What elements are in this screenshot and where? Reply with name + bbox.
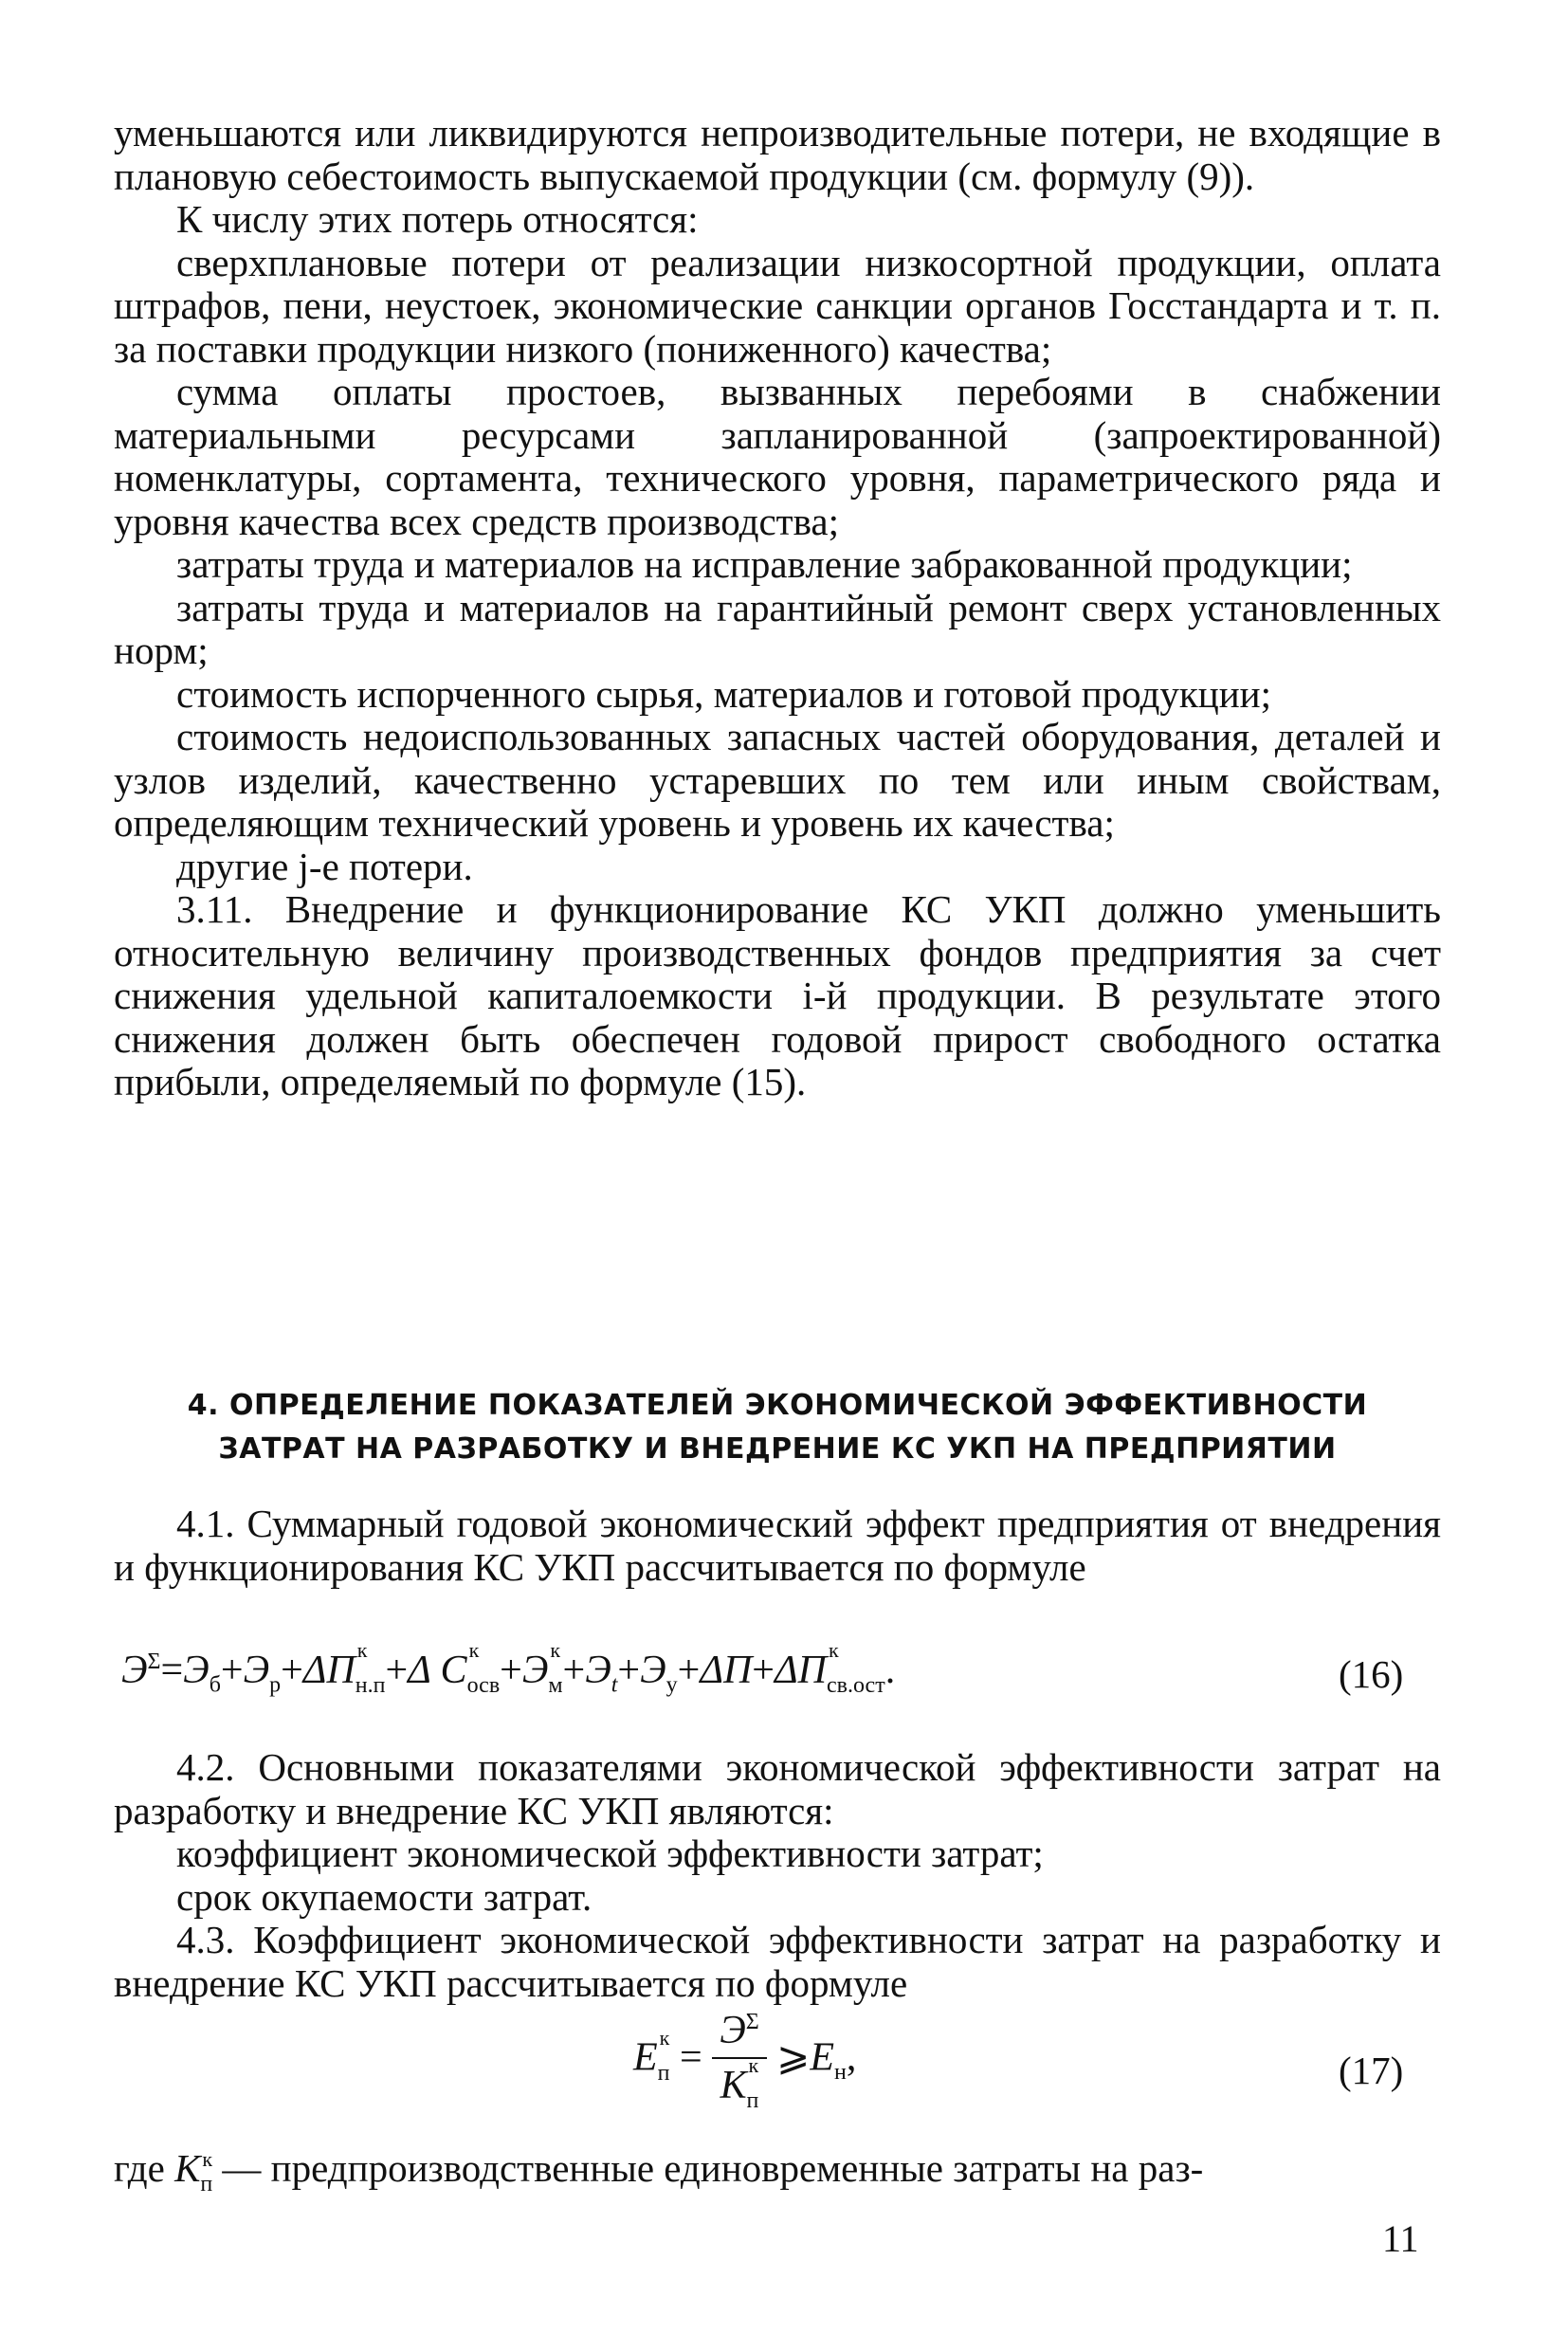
text-fragment: — предпроизводственные единовременные затраты на раз- xyxy=(222,2146,1204,2190)
fraction-numerator xyxy=(712,2008,766,2059)
formula-term: Э xyxy=(720,2009,746,2052)
formula-term: К xyxy=(720,2064,747,2107)
section-heading-line: ЗАТРАТ НА РАЗРАБОТКУ И ВНЕДРЕНИЕ КС УКП НА ПРЕДПРИЯТИИ xyxy=(218,1432,1337,1466)
formula-term: Э xyxy=(243,1649,270,1692)
formula-supsub xyxy=(200,2147,212,2207)
list-item: сверхплановые потери от реализации низкосортной продукции, оплата штрафов, пени, неустоек, экономические санкции органов Госстандарта и т. п. за поставки продукции низкого (пониженного) качества; xyxy=(114,240,1441,371)
formula-fraction xyxy=(712,2008,766,2114)
formula-sub: у xyxy=(665,1672,678,1698)
formula-term: E xyxy=(633,2035,658,2080)
formula-term: ΔП xyxy=(774,1649,827,1692)
section-heading xyxy=(114,1384,1441,1471)
equation-number-17: (17) xyxy=(1339,2049,1404,2092)
formula-supsub xyxy=(466,1638,501,1699)
formula-op: , xyxy=(846,2035,857,2080)
section-heading-line: 4. ОПРЕДЕЛЕНИЕ ПОКАЗАТЕЛЕЙ ЭКОНОМИЧЕСКОЙ ЭФФЕКТИВНОСТИ xyxy=(187,1389,1368,1422)
formula-op: = xyxy=(680,2035,702,2080)
fraction-denominator xyxy=(712,2053,766,2114)
formula-op: + xyxy=(385,1649,409,1692)
formula-term: E xyxy=(810,2035,835,2080)
formula-sup: к xyxy=(550,1638,561,1662)
text-block-4-2 xyxy=(114,1746,1441,2005)
formula-sub: п xyxy=(657,2060,670,2086)
formula-sub: св.ост xyxy=(826,1673,885,1698)
formula-16 xyxy=(121,1638,896,1699)
formula-sub: н xyxy=(834,2060,847,2086)
list-item: коэффициент экономической эффективности затрат; xyxy=(176,1832,1044,1875)
formula-term: ΔП xyxy=(700,1649,753,1692)
text-block-top xyxy=(114,112,1441,1104)
formula-sub: р xyxy=(269,1672,282,1698)
formula-sup: Σ xyxy=(745,2010,759,2034)
formula-op: . xyxy=(884,1649,896,1692)
equation-number-16: (16) xyxy=(1339,1652,1404,1696)
text-block-last xyxy=(114,2147,1441,2207)
paragraph: 4.3. Коэффициент экономической эффективности затрат на разработку и внедрение КС УКП рассчитывается по формуле xyxy=(114,1918,1441,2005)
formula-supsub xyxy=(355,1638,386,1699)
formula-sub: б xyxy=(209,1672,221,1698)
formula-term: К xyxy=(174,2146,201,2190)
formula-term: Э xyxy=(585,1649,611,1692)
formula-term: ΔП xyxy=(302,1649,356,1692)
formula-term: Δ С xyxy=(408,1649,467,1692)
formula-supsub xyxy=(548,1638,563,1699)
formula-term: Э xyxy=(183,1649,210,1692)
formula-term: Э xyxy=(521,1649,549,1692)
list-item: затраты труда и материалов на гарантийный ремонт сверх установленных норм; xyxy=(114,585,1441,672)
paragraph: К числу этих потерь относятся: xyxy=(176,197,699,241)
formula-sub: п xyxy=(746,2088,759,2113)
paragraph: 4.1. Суммарный годовой экономический эффект предприятия от внедрения и функционирования КС УКП рассчитывается по формуле xyxy=(114,1502,1441,1589)
paragraph: 3.11. Внедрение и функционирование КС УКП должно уменьшить относительную величину производственных фондов предприятия за счет снижения удельной капиталоемкости i-й продукции. В результате этого снижения должен быть обеспечен годовой прирост свободного остатка прибыли, определяемый по формуле (15). xyxy=(114,887,1441,1103)
formula-supsub xyxy=(657,2025,670,2087)
formula-supsub xyxy=(826,1638,885,1699)
formula-sup: к xyxy=(202,2147,213,2171)
formula-sup: к xyxy=(356,1638,368,1662)
list-item: стоимость испорченного сырья, материалов и готовой продукции; xyxy=(176,671,1271,716)
paragraph: 4.2. Основными показателями экономической эффективности затрат на разработку и внедрение КС УКП являются: xyxy=(114,1745,1441,1832)
formula-term: Э xyxy=(640,1649,666,1692)
formula-op: ⩾ xyxy=(776,2035,811,2080)
formula-op: + xyxy=(752,1649,775,1692)
formula-op: = xyxy=(160,1649,184,1692)
paragraph: уменьшаются или ликвидируются непроизводительные потери, не входящие в плановую себестоимость выпускаемой продукции (см. формулу (9)). xyxy=(114,111,1441,198)
text-fragment: где xyxy=(114,2146,165,2190)
formula-op: + xyxy=(562,1649,586,1692)
formula-op: + xyxy=(220,1649,244,1692)
formula-sup: Σ xyxy=(147,1649,161,1674)
formula-sup: к xyxy=(748,2053,759,2077)
formula-sub: м xyxy=(548,1673,563,1698)
formula-sup: к xyxy=(659,2025,670,2050)
formula-supsub xyxy=(746,2053,759,2114)
formula-term: Э xyxy=(121,1649,148,1692)
formula-17 xyxy=(633,2008,856,2114)
page-number: 11 xyxy=(1382,2217,1419,2260)
paragraph xyxy=(114,2147,1441,2207)
formula-sup: к xyxy=(468,1638,480,1662)
text-block-4-1 xyxy=(114,1503,1441,1589)
list-item: затраты труда и материалов на исправление забракованной продукции; xyxy=(176,542,1353,586)
list-item: стоимость недоиспользованных запасных частей оборудования, деталей и узлов изделий, качественно устаревших по тем или иным свойствам, определяющим технический уровень и уровень их качества; xyxy=(114,715,1441,845)
formula-op: + xyxy=(500,1649,522,1692)
formula-sub: t xyxy=(611,1672,618,1698)
formula-sup: к xyxy=(828,1638,839,1662)
formula-sub: н.п xyxy=(355,1673,386,1698)
formula-op: + xyxy=(677,1649,701,1692)
list-item: срок окупаемости затрат. xyxy=(176,1874,593,1919)
formula-op: + xyxy=(281,1649,303,1692)
list-item: сумма оплаты простоев, вызванных перебоями в снабжении материальными ресурсами запланированной (запроектированной) номенклатуры, сортамента, технического уровня, параметрического ряда и уровня качества всех средств производства; xyxy=(114,370,1441,543)
formula-op: + xyxy=(617,1649,641,1692)
list-item: другие j-е потери. xyxy=(176,844,473,888)
formula-sub: осв xyxy=(466,1673,501,1698)
formula-sub: п xyxy=(200,2172,213,2196)
